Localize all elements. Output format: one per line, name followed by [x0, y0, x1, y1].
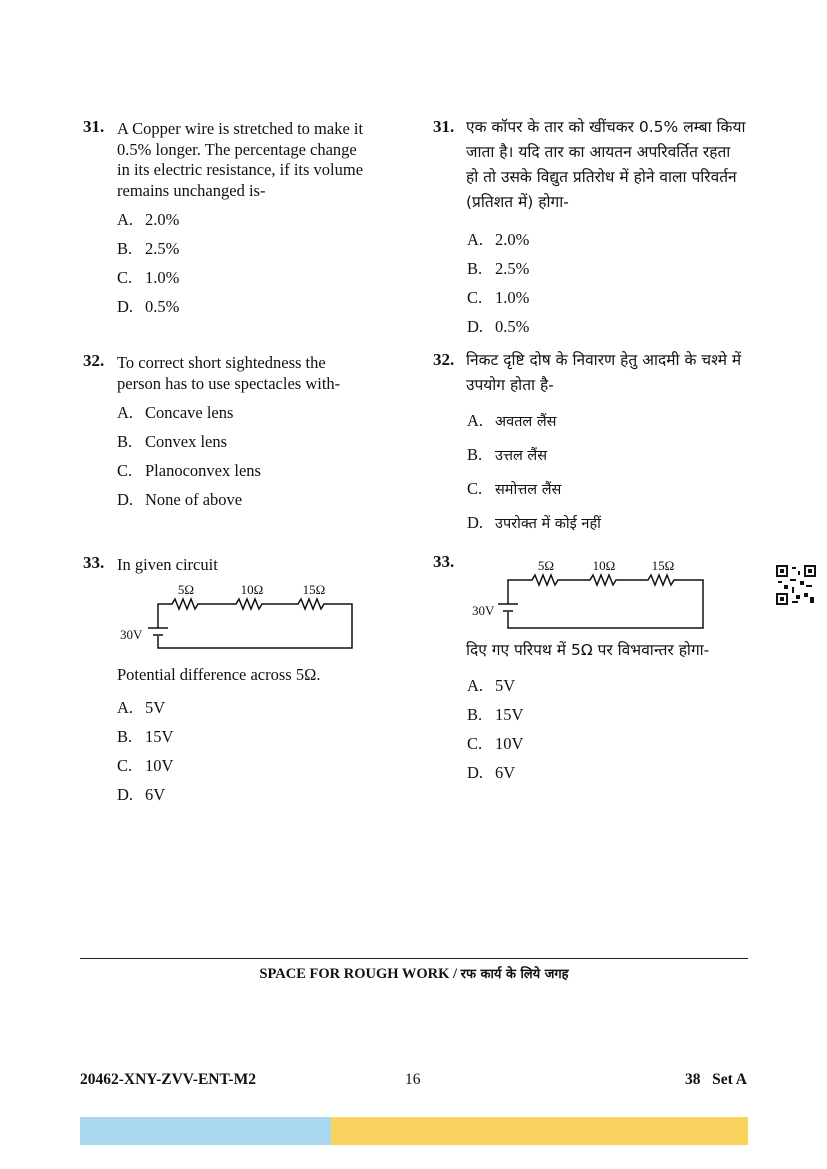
q31-stem-line: 0.5% longer. The percentage change [117, 139, 357, 159]
q32-option-c-en[interactable]: C. Planoconvex lens [117, 461, 261, 480]
q31-option-b-en[interactable]: B. 2.5% [117, 239, 180, 258]
q33-question-hi: दिए गए परिपथ में 5Ω पर विभवान्तर होगा- [466, 641, 710, 659]
q31-option-a-hi[interactable]: A. 2.0% [467, 230, 530, 249]
q33-option-d-en[interactable]: D. 6V [117, 785, 166, 804]
q32-stem-line-hi: निकट दृष्टि दोष के निवारण हेतु आदमी के चश्मे में [466, 351, 742, 369]
q33-circuit-diagram-hi [468, 556, 713, 636]
q32-option-a-en[interactable]: A. Concave lens [117, 403, 234, 422]
q31-option-d-hi[interactable]: D. 0.5% [467, 317, 530, 336]
q31-stem-line-hi: एक कॉपर के तार को खींचकर 0.5% लम्बा किया [466, 118, 746, 136]
q33-option-b-en[interactable]: B. 15V [117, 727, 174, 746]
q31-option-b-hi[interactable]: B. 2.5% [467, 259, 530, 278]
q31-option-c-hi[interactable]: C. 1.0% [467, 288, 530, 307]
resistor-label-10: 10Ω [592, 558, 616, 573]
circuit-wire [508, 575, 703, 628]
q32-option-b-en[interactable]: B. Convex lens [117, 432, 228, 451]
q32-number-hi: 32. [433, 350, 455, 369]
q33-circuit-diagram-en [118, 580, 363, 660]
qr-code-icon [776, 565, 816, 605]
circuit-wire [158, 599, 352, 648]
q32-stem-line: To correct short sightedness the [117, 353, 326, 372]
q31-number-hi: 31. [433, 117, 455, 136]
resistor-label-5: 5Ω [537, 558, 555, 573]
resistor-label-15: 15Ω [302, 582, 326, 597]
q33-number-en: 33. [83, 553, 105, 572]
footer-band-yellow [331, 1117, 748, 1145]
q31-stem-line-hi: हो तो उसके विद्युत प्रतिरोध में होने वाला परिवर्तन [466, 168, 737, 186]
set-label: 38 Set A [685, 1071, 747, 1088]
q32-stem-hi [466, 348, 756, 398]
q32-option-d-en[interactable]: D. None of above [117, 490, 243, 509]
page-number: 16 [405, 1071, 421, 1088]
q31-option-a-en[interactable]: A. 2.0% [117, 210, 180, 229]
q32-option-c-hi[interactable]: C. समोत्तल लैंस [467, 479, 562, 498]
footer-band-blue [80, 1117, 331, 1145]
q31-stem-en [117, 119, 407, 201]
resistor-label-10: 10Ω [240, 582, 264, 597]
q33-option-c-en[interactable]: C. 10V [117, 756, 174, 775]
resistor-label-5: 5Ω [177, 582, 195, 597]
battery-label: 30V [472, 603, 495, 618]
q31-number-en: 31. [83, 117, 105, 136]
q31-stem-line-hi: जाता है। यदि तार का आयतन अपरिवर्तित रहता [466, 143, 731, 161]
q33-question-en: Potential difference across 5Ω. [117, 665, 321, 684]
rough-work-label-hi: रफ कार्य के लिये जगह [460, 967, 569, 982]
q33-option-d-hi[interactable]: D. 6V [467, 763, 516, 782]
q32-number-en: 32. [83, 351, 105, 370]
q32-stem-line-hi: उपयोग होता है- [466, 376, 554, 394]
q33-option-a-en[interactable]: A. 5V [117, 698, 166, 717]
q31-stem-line: remains unchanged is- [117, 180, 266, 200]
paper-code: 20462-XNY-ZVV-ENT-M2 [80, 1071, 256, 1088]
q33-intro-en: In given circuit [117, 555, 218, 574]
resistor-label-15: 15Ω [651, 558, 675, 573]
q31-option-d-en[interactable]: D. 0.5% [117, 297, 180, 316]
battery-label: 30V [120, 627, 143, 642]
rough-work-label [80, 964, 748, 983]
q32-option-a-hi[interactable]: A. अवतल लैंस [467, 411, 557, 430]
q33-option-a-hi[interactable]: A. 5V [467, 676, 516, 695]
q32-option-d-hi[interactable]: D. उपरोक्त में कोई नहीं [467, 513, 601, 532]
rough-work-divider [80, 958, 748, 959]
q32-stem-line: person has to use spectacles with- [117, 373, 341, 393]
q32-option-b-hi[interactable]: B. उत्तल लैंस [467, 445, 548, 464]
rough-work-label-en: SPACE FOR ROUGH WORK / [259, 966, 461, 982]
q31-stem-hi [466, 115, 756, 215]
q31-stem-line: in its electric resistance, if its volume [117, 160, 364, 179]
q33-number-hi: 33. [433, 552, 455, 571]
q31-stem-line-hi: (प्रतिशत में) होगा- [466, 193, 569, 211]
q33-option-c-hi[interactable]: C. 10V [467, 734, 524, 753]
q33-option-b-hi[interactable]: B. 15V [467, 705, 524, 724]
q31-stem-line: A Copper wire is stretched to make it [117, 119, 364, 138]
q32-stem-en [117, 353, 407, 394]
q31-option-c-en[interactable]: C. 1.0% [117, 268, 180, 287]
